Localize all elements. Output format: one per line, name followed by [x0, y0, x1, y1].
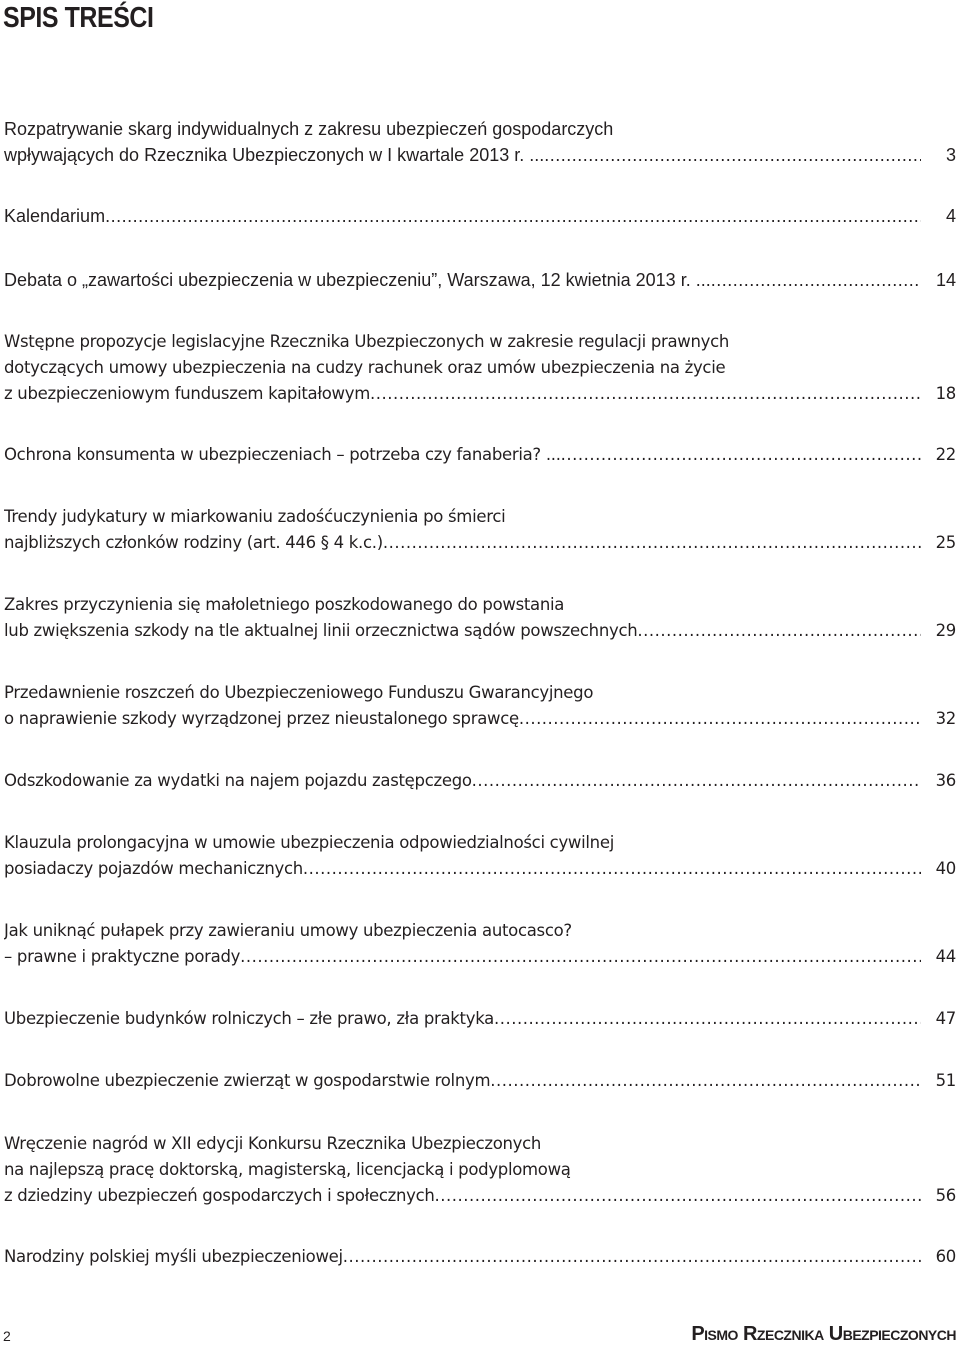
dot-leader — [343, 1244, 921, 1270]
dot-leader — [494, 1006, 921, 1032]
toc-entry-last-line — [4, 203, 960, 229]
toc-page-number: 36 — [935, 771, 956, 790]
dot-leader — [490, 1068, 921, 1094]
footer-page-number: 2 — [3, 1328, 11, 1344]
toc-entry — [4, 1068, 960, 1094]
toc-entry-last-line — [4, 381, 960, 407]
toc-entry-last-line — [4, 944, 960, 970]
toc-entry-last-line — [4, 706, 960, 732]
dot-leader — [519, 706, 921, 732]
toc-entry-line: Jak uniknąć pułapek przy zawieraniu umowy ubezpieczenia autocasco? — [4, 921, 572, 940]
toc-entry-line: Rozpatrywanie skarg indywidualnych z zakresu ubezpieczeń gospodarczych — [4, 119, 614, 139]
toc-entry — [4, 592, 960, 644]
dot-leader — [544, 142, 921, 168]
toc-page-number: 32 — [935, 709, 956, 728]
toc-entry — [4, 1006, 960, 1032]
toc-entry — [4, 442, 960, 468]
toc-page-number: 14 — [935, 270, 956, 290]
toc-entry-line: Wręczenie nagród w XII edycji Konkursu Rzecznika Ubezpieczonych — [4, 1134, 542, 1153]
toc-entry — [4, 1131, 960, 1209]
toc-page-number: 25 — [935, 533, 956, 552]
toc-entry-last-line — [4, 618, 960, 644]
toc-entry-last-line — [4, 142, 960, 168]
toc-entry-last-line — [4, 442, 960, 468]
dot-leader — [383, 530, 921, 556]
toc-page-number: 3 — [945, 145, 956, 165]
toc-entry-line: Trendy judykatury w miarkowaniu zadośćuczynienia po śmierci — [4, 507, 506, 526]
toc-entry-line: na najlepszą pracę doktorską, magisterską, licencjacką i podyplomową — [4, 1160, 571, 1179]
toc-entry-line: Wstępne propozycje legislacyjne Rzecznika Ubezpieczonych w zakresie regulacji prawnych — [4, 332, 730, 351]
dot-leader — [435, 1183, 921, 1209]
toc-page-number: 56 — [935, 1186, 956, 1205]
toc-page-number: 29 — [935, 621, 956, 640]
toc-entry-line: Ochrona konsumenta w ubezpieczeniach – potrzeba czy fanaberia? ... — [4, 445, 561, 464]
toc-page-number: 60 — [935, 1247, 956, 1266]
toc-entry — [4, 504, 960, 556]
toc-page-number: 47 — [935, 1009, 956, 1028]
toc-page-number: 44 — [935, 947, 956, 966]
dot-leader — [303, 856, 921, 882]
dot-leader — [240, 944, 921, 970]
toc-entry-last-line — [4, 267, 960, 293]
toc-entry-line: o naprawienie szkody wyrządzonej przez nieustalonego sprawcę — [4, 709, 519, 728]
footer-publication-title: Pismo Rzecznika Ubezpieczonych — [691, 1323, 956, 1345]
toc-page-number: 40 — [935, 859, 956, 878]
toc-page-number: 51 — [935, 1071, 956, 1090]
toc-entry-line: Ubezpieczenie budynków rolniczych – złe prawo, zła praktyka — [4, 1009, 494, 1028]
dot-leader — [370, 381, 921, 407]
dot-leader — [711, 267, 921, 293]
toc-entry-line: Przedawnienie roszczeń do Ubezpieczeniowego Funduszu Gwarancyjnego — [4, 683, 594, 702]
toc-entry-line: Zakres przyczynienia się małoletniego poszkodowanego do powstania — [4, 595, 565, 614]
dot-leader — [561, 442, 921, 468]
toc-entry-line: z dziedziny ubezpieczeń gospodarczych i społecznych — [4, 1186, 435, 1205]
toc-entry-line: Kalendarium — [4, 206, 106, 226]
dot-leader — [472, 768, 921, 794]
toc-entry-last-line — [4, 1068, 960, 1094]
toc-entry — [4, 203, 960, 229]
toc-entry-line: wpływających do Rzecznika Ubezpieczonych w I kwartale 2013 r. ... — [4, 145, 545, 165]
toc-entry-last-line — [4, 1006, 960, 1032]
toc-entry — [4, 1244, 960, 1270]
toc-entry-line: Odszkodowanie za wydatki na najem pojazdu zastępczego — [4, 771, 472, 790]
toc-entry-line: lub zwiększenia szkody na tle aktualnej linii orzecznictwa sądów powszechnych — [4, 621, 638, 640]
toc-page-number: 4 — [945, 206, 956, 226]
toc-entry — [4, 768, 960, 794]
toc-entry-last-line — [4, 1244, 960, 1270]
toc-entry-line: Dobrowolne ubezpieczenie zwierząt w gospodarstwie rolnym — [4, 1071, 491, 1090]
dot-leader — [105, 203, 921, 229]
toc-entry-line: Debata o „zawartości ubezpieczenia w ubezpieczeniu”, Warszawa, 12 kwietnia 2013 r. ... — [4, 270, 711, 290]
dot-leader — [637, 618, 921, 644]
page-title: SPIS TREŚCI — [3, 2, 154, 34]
toc-entry — [4, 918, 960, 970]
toc-entry-last-line — [4, 530, 960, 556]
toc-entry — [4, 116, 960, 168]
toc-page-number: 22 — [935, 445, 956, 464]
toc-entry-line: Klauzula prolongacyjna w umowie ubezpieczenia odpowiedzialności cywilnej — [4, 833, 614, 852]
toc-entry-last-line — [4, 856, 960, 882]
toc-entry-line: posiadaczy pojazdów mechanicznych — [4, 859, 303, 878]
toc-entry-last-line — [4, 1183, 960, 1209]
toc-entry — [4, 329, 960, 407]
toc-entry-line: Narodziny polskiej myśli ubezpieczeniowej — [4, 1247, 343, 1266]
toc-entry-line: dotyczących umowy ubezpieczenia na cudzy rachunek oraz umów ubezpieczenia na życie — [4, 358, 726, 377]
toc-entry — [4, 680, 960, 732]
toc-entry — [4, 267, 960, 293]
toc-entry-line: najbliższych członków rodziny (art. 446 § 4 k.c.) — [4, 533, 383, 552]
toc-page-number: 18 — [935, 384, 956, 403]
toc-entry-line: – prawne i praktyczne porady — [4, 947, 241, 966]
toc-entry-last-line — [4, 768, 960, 794]
toc-entry-line: z ubezpieczeniowym funduszem kapitałowym — [4, 384, 370, 403]
toc-entry — [4, 830, 960, 882]
